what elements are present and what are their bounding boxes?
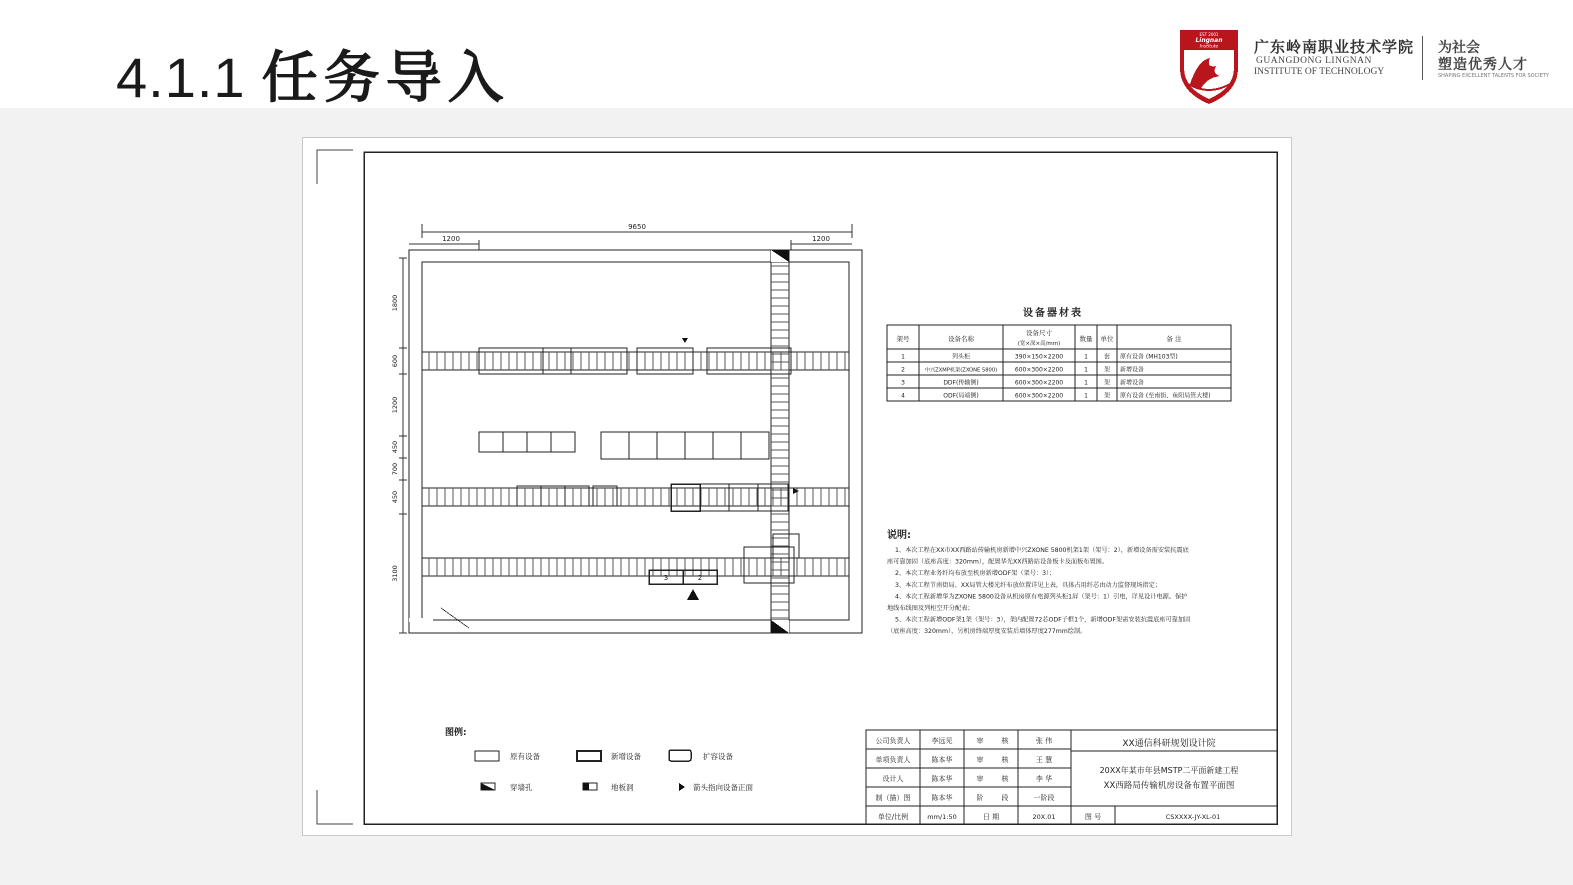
- badge-name: Lingnan: [1195, 37, 1223, 44]
- tb-person-3: 一阶段: [1033, 794, 1055, 802]
- table-cell-1-4: 架: [1103, 366, 1111, 374]
- table-title: 设备器材表: [1023, 308, 1083, 319]
- badge-sub: Institute: [1199, 44, 1219, 50]
- table-cell-2-5: 新增设备: [1120, 379, 1145, 387]
- tb-role2-0: 核: [1001, 737, 1009, 745]
- date-value: 20X.01: [1032, 813, 1056, 821]
- cabinet-label-2: 2: [697, 574, 703, 582]
- tb-role-1: 审: [976, 756, 984, 764]
- table-header-5: 备 注: [1166, 335, 1182, 343]
- front-arrow-icon: [687, 589, 699, 600]
- cable-tray-2: [422, 488, 849, 506]
- dim-vertical-4: 700: [391, 462, 399, 476]
- project-line-1: 20XX年某市年县MSTP二平面新建工程: [1099, 766, 1239, 775]
- drawing-no-label: 图 号: [1084, 813, 1102, 821]
- slide-title: [116, 34, 510, 114]
- tb-label-1: 单项负责人: [875, 756, 911, 764]
- cabinet-label-3: 3: [663, 574, 669, 582]
- tb-name-3: 陈本华: [931, 794, 953, 802]
- crop-mark-bottom-left: [317, 790, 353, 824]
- tb-role-0: 审: [976, 737, 984, 745]
- front-arrow-small-icon: [682, 338, 688, 343]
- table-cell-2-0: 3: [901, 379, 905, 387]
- dim-vertical-1: 600: [391, 354, 399, 368]
- badge-est: EST 2001: [1199, 32, 1219, 37]
- tb-role2-2: 核: [1001, 775, 1009, 783]
- tb-role2-3: 段: [1001, 794, 1009, 802]
- tb-person-1: 王 慧: [1035, 756, 1053, 764]
- legend-wall-hole: 穿墙孔: [510, 783, 533, 792]
- table-cell-2-3: 1: [1084, 379, 1088, 387]
- table-cell-2-2: 600×300×2200: [1014, 379, 1064, 387]
- note-line-6: 5、本次工程新增ODF架1架（架号：3），架内配置72芯ODF子框1个，新增ODF架需安装抗震底座可靠加固: [895, 616, 1191, 624]
- cable-tray-1: [422, 352, 849, 370]
- table-cell-1-2: 600×300×2200: [1014, 366, 1064, 374]
- tb-name-1: 陈本华: [931, 756, 953, 764]
- legend-arrow: 箭头指向设备正面: [693, 783, 753, 792]
- slogan-line-1: 为社会: [1438, 40, 1480, 56]
- table-cell-1-5: 新增设备: [1120, 366, 1145, 374]
- title-text: 任务导入: [261, 46, 510, 111]
- table-cell-1-0: 2: [901, 366, 905, 374]
- institute-name: XX通信科研规划设计院: [1122, 739, 1216, 749]
- dim-vertical-5: 450: [391, 490, 399, 504]
- table-cell-2-4: 架: [1103, 379, 1111, 387]
- table-cell-0-3: 1: [1084, 353, 1088, 361]
- drawing-no: CSXXXX-JY-XL-01: [1165, 813, 1221, 821]
- table-cell-0-2: 390×150×2200: [1014, 353, 1064, 361]
- table-cell-1-3: 1: [1084, 366, 1088, 374]
- tb-label-0: 公司负责人: [875, 737, 911, 745]
- school-logo: [1176, 22, 1549, 106]
- room-inner-wall: [422, 262, 849, 620]
- dim-vertical-3: 450: [391, 440, 399, 454]
- table-cell-0-5: 原有设备 (MH103型): [1120, 353, 1178, 361]
- table-header-3: 数量: [1079, 335, 1093, 343]
- dim-vertical-2: 1200: [391, 396, 399, 414]
- logo-divider: [1422, 36, 1423, 80]
- table-cell-3-1: ODF(局端侧): [943, 392, 979, 400]
- front-arrow-side-icon: [793, 488, 799, 494]
- engineering-drawing: [302, 137, 1292, 836]
- legend-arrow-icon: [679, 783, 685, 791]
- note-line-0: 1、本次工程在XX市XX西路站传输机房新增中兴ZXONE 5800机架1架（架号：2），新增设备需安装抗震底: [895, 547, 1189, 554]
- notes-title: 说明:: [887, 530, 911, 541]
- tb-person-0: 张 伟: [1035, 737, 1053, 745]
- slide-header: [0, 0, 1573, 111]
- notes: [887, 528, 1190, 635]
- project-line-2: XX西路局传输机房设备布置平面图: [1103, 781, 1235, 791]
- crop-mark-top-left: [317, 150, 353, 184]
- title-number: 4.1.1: [116, 46, 246, 109]
- tb-person-2: 李 华: [1035, 775, 1053, 783]
- table-cell-3-2: 600×300×2200: [1014, 392, 1064, 400]
- legend-new: 新增设备: [611, 752, 641, 761]
- legend-expand-icon: [669, 750, 691, 761]
- equipment-table: [887, 306, 1231, 401]
- table-header-4: 单位: [1100, 335, 1114, 343]
- shield-badge-icon: [1176, 22, 1242, 106]
- legend-new-icon: [577, 751, 601, 761]
- tb-role-3: 阶: [976, 794, 984, 802]
- school-name-en-1: GUANGDONG LINGNAN: [1256, 56, 1372, 66]
- door-swing: [441, 608, 469, 628]
- note-line-1: 座可靠加固（底座高度：320mm），配置华光XX西路站设备板卡及面板布置图。: [887, 558, 1109, 566]
- note-line-3: 3、本次工程节南街局、XX局管大楼光纤布放位置详见上表，具体占用纤芯由动力监督现场指定；: [895, 581, 1162, 589]
- dim-vertical-0: 1800: [391, 294, 399, 312]
- legend-existing: 原有设备: [510, 752, 540, 761]
- school-name-en-2: INSTITUTE OF TECHNOLOGY: [1254, 67, 1385, 77]
- title-block: [866, 730, 1277, 824]
- note-line-4: 4、本次工程新增华为ZXONE 5800设备从机房原有电源列头柜1屏（架号：1）引电，详见设计电源。保护: [895, 593, 1188, 601]
- legend-expand: 扩容设备: [703, 752, 733, 761]
- school-name-cn: 广东岭南职业技术学院: [1254, 38, 1415, 56]
- tb-role-2: 审: [976, 775, 984, 783]
- slogan-en: SHAPING EXCELLENT TALENTS FOR SOCIETY: [1438, 73, 1549, 79]
- table-cell-0-4: 套: [1103, 353, 1111, 361]
- legend: [445, 726, 753, 792]
- table-cell-0-1: 列头柜: [951, 353, 971, 361]
- tb-name-2: 陈本华: [931, 775, 953, 783]
- table-cell-0-0: 1: [901, 353, 905, 361]
- table-cell-3-0: 4: [901, 392, 905, 400]
- dim-right: 1200: [812, 235, 830, 243]
- table-size-subheader: (宽×深×高/mm): [1017, 341, 1061, 347]
- drawing-canvas: [303, 138, 1291, 835]
- date-label: 日 期: [982, 813, 1000, 821]
- dim-vertical-6: 3100: [391, 565, 399, 582]
- legend-floor-hole: 地板洞: [611, 783, 634, 792]
- note-line-7: （底座高度：320mm），另机房终端厚度安装后墙体厚度277mm绘制。: [887, 628, 1087, 636]
- slogan-line-2: 塑造优秀人才: [1438, 57, 1528, 73]
- cable-tray-3: [422, 558, 849, 576]
- floor-plan: [391, 223, 862, 633]
- table-header-0: 架号: [896, 335, 910, 343]
- note-line-5: 地线布线图及列柜空开分配表；: [887, 605, 974, 612]
- legend-wall-hole-icon: [481, 783, 495, 790]
- note-line-2: 2、本次工程业务纤均布放至机房新增ODF架（架号：3）；: [895, 570, 1056, 578]
- tb-label-3: 制（描）图: [875, 794, 911, 802]
- tb-name-0: 李远见: [931, 737, 953, 745]
- legend-existing-icon: [475, 751, 499, 761]
- table-cell-3-4: 架: [1103, 392, 1111, 400]
- table-cell-1-1: 中兴ZXMP机架(ZXONE 5800): [924, 367, 998, 374]
- table-header-2: 设备尺寸: [1026, 329, 1052, 337]
- legend-title: 图例:: [445, 728, 467, 738]
- dim-total: 9650: [628, 223, 646, 231]
- tb-label-2: 设计人: [882, 775, 904, 783]
- dim-left: 1200: [442, 235, 460, 243]
- scale-label: 单位/比例: [877, 813, 909, 821]
- tb-role2-1: 核: [1001, 756, 1009, 764]
- legend-floor-hole-icon: [583, 783, 597, 790]
- table-cell-3-5: 原有设备 (至南街、鱼阳局管大楼): [1120, 392, 1211, 400]
- table-header-1: 设备名称: [948, 335, 974, 343]
- scale-value: mm/1:50: [927, 813, 957, 821]
- table-cell-2-1: DDF(传输侧): [943, 379, 979, 387]
- table-cell-3-3: 1: [1084, 392, 1088, 400]
